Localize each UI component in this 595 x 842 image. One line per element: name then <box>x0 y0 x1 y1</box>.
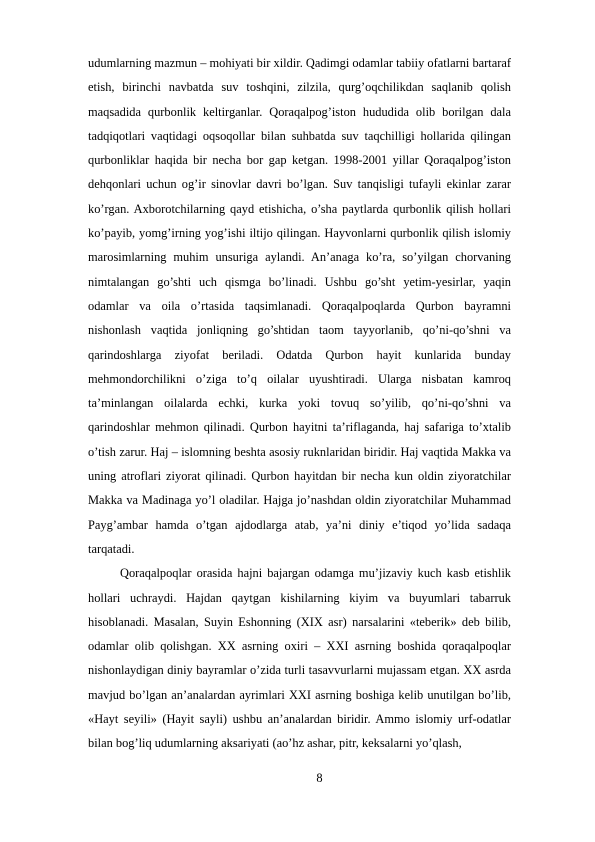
document-page <box>88 51 511 791</box>
paragraph-1: udumlarning mazmun – mohiyati bir xildir. Qadimgi odamlar tabiiy ofatlarni bartaraf etish, birinchi navbatda suv toshqini, zilzila, qurg’oqchilikdan saqlanib qolish maqsadida qurbonlik keltirganlar. Qoraqalpog’iston hududida olib borilgan dala tadqiqotlari vaqtidagi oqsoqollar bilan suhbatda suv taqchilligi hollarida qilingan qurbonliklar haqida bir necha bor gap ketgan. 1998-2001 yillar Qoraqalpog’iston dehqonlari uchun og’ir sinovlar davri bo’lgan. Suv tanqisligi tufayli ekinlar zarar ko’rgan. Axborotchilarning qayd etishicha, o’sha paytlarda qurbonlik qilish hollari ko’payib, yomg’irning yog’ishi iltijo qilingan. Hayvonlarni qurbonlik qilish islomiy marosimlarning muhim unsuriga aylandi. An’anaga ko’ra, so’yilgan chorvaning nimtalangan go’shti uch qismga bo’linadi. Ushbu go’sht yetim-yesirlar, yaqin odamlar va oila o’rtasida taqsimlanadi. Qoraqalpoqlarda Qurbon bayramni nishonlash vaqtida jonliqning go’shtidan taom tayyorlanib, qo’ni-qo’shni va qarindoshlarga ziyofat beriladi. Odatda Qurbon hayit kunlarida bunday mehmondorchilikni o’ziga to’q oilalar uyushtiradi. Ularga nisbatan kamroq ta’minlangan oilalarda echki, kurka yoki tovuq so’yilib, qo’ni-qo’shni va qarindoshlar mehmon qilinadi. Qurbon hayitni ta’riflaganda, haj safariga to’xtalib o’tish zarur. Haj – islomning beshta asosiy ruknlaridan biridir. Haj vaqtida Makka va uning atroflari ziyorat qilinadi. Qurbon hayitdan bir necha kun oldin ziyoratchilar Makka va Madinaga yo’l oladilar. Hajga jo’nashdan oldin ziyoratchilar Muhammad Payg’ambar hamda o’tgan ajdodlarga atab, ya’ni diniy e’tiqod yo’lida sadaqa tarqatadi. <box>88 56 511 556</box>
page-number <box>0 770 595 786</box>
paragraph-2: Qoraqalpoqlar orasida hajni bajargan odamga mu’jizaviy kuch kasb etishlik hollari uchraydi. Hajdan qaytgan kishilarning kiyim va buyumlari tabarruk hisoblanadi. Masalan, Suyin Eshonning (XIX asr) narsalarini «teberik» deb bilib, odamlar olib qolishgan. XX asrning oxiri – XXI asrning boshida qoraqalpoqlar nishonlaydigan diniy bayramlar o’zida turli tasavvurlarni mujassam etgan. XX asrda mavjud bo’lgan an’analardan ayrimlari XXI asrning boshiga kelib unutilgan bo’lib, «Hayt seyili» (Hayit sayli) ushbu an’analardan biridir. Ammo islomiy urf-odatlar bilan bog’liq udumlarning aksariyati (ao’hz ashar, pitr, keksalarni yo’qlash, <box>88 566 511 751</box>
page-number-text: 8 <box>316 771 323 785</box>
